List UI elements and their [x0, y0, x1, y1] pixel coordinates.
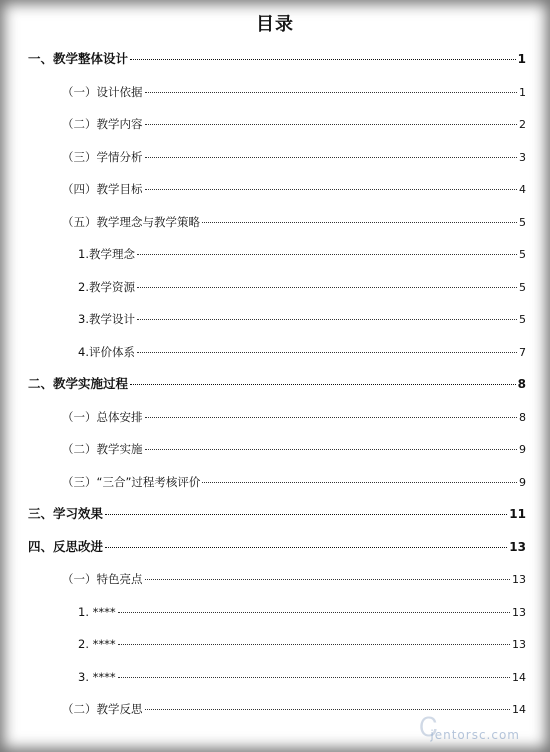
dot-leader [105, 547, 507, 548]
toc-entry[interactable] [78, 246, 526, 263]
toc-entry-page-number: 3 [519, 151, 526, 164]
toc-entry-page-number: 8 [519, 411, 526, 424]
toc-entry-title: 四、反思改进 [28, 539, 104, 554]
toc-entry-page-number: 5 [519, 248, 526, 261]
dot-leader [118, 644, 510, 645]
dot-leader [145, 92, 518, 93]
toc-entry[interactable] [62, 441, 526, 458]
toc-entry-title: 2. **** [78, 637, 116, 651]
dot-leader [145, 449, 518, 450]
dot-leader [145, 189, 518, 190]
toc-entry-page-number: 13 [512, 573, 526, 586]
toc-entry-page-number: 4 [519, 183, 526, 196]
toc-entry-title: 三、学习效果 [28, 506, 104, 521]
toc-entry-page-number: 13 [509, 540, 526, 554]
toc-entry-page-number: 8 [517, 377, 526, 391]
toc-entry[interactable] [28, 506, 526, 522]
toc-entry[interactable] [62, 474, 526, 491]
page-title: 目录 [256, 14, 294, 35]
toc-entry[interactable] [62, 409, 526, 426]
toc-entry[interactable] [78, 344, 526, 361]
toc-entry-title: 1.教学理念 [78, 247, 135, 261]
toc-entry-title: （五）教学理念与教学策略 [62, 215, 200, 229]
toc-entry-page-number: 14 [512, 703, 526, 716]
toc-entry-page-number: 9 [519, 476, 526, 489]
toc-entry[interactable] [28, 376, 526, 392]
dot-leader [137, 319, 517, 320]
toc-entry[interactable] [78, 669, 526, 686]
dot-leader [137, 254, 517, 255]
toc-entry-title: （四）教学目标 [62, 182, 143, 196]
toc-entry-title: （二）教学实施 [62, 442, 143, 456]
toc-entry-title: 3.教学设计 [78, 312, 135, 326]
dot-leader [145, 709, 511, 710]
toc-entry-title: 2.教学资源 [78, 280, 135, 294]
dot-leader [202, 482, 517, 483]
dot-leader [130, 384, 516, 385]
toc-entry[interactable] [28, 51, 526, 67]
toc-entry-title: 4.评价体系 [78, 345, 135, 359]
toc-entry-page-number: 13 [512, 638, 526, 651]
toc-entry[interactable] [62, 149, 526, 166]
toc-entry-page-number: 1 [517, 52, 526, 66]
toc-entry-title: （一）总体安排 [62, 410, 143, 424]
dot-leader [118, 612, 510, 613]
watermark-logo-icon: Ꮯ [419, 713, 438, 743]
toc-entry-page-number: 13 [512, 606, 526, 619]
dot-leader [105, 514, 507, 515]
toc-entry-title: 3. **** [78, 670, 116, 684]
toc-entry-page-number: 5 [519, 216, 526, 229]
dot-leader [202, 222, 517, 223]
toc-entry-title: （二）教学反思 [62, 702, 143, 716]
dot-leader [130, 59, 516, 60]
toc-entry[interactable] [28, 539, 526, 555]
toc-entry[interactable] [62, 571, 526, 588]
toc-entry[interactable] [78, 311, 526, 328]
toc-entry[interactable] [62, 214, 526, 231]
toc-entry-page-number: 9 [519, 443, 526, 456]
dot-leader [145, 124, 518, 125]
toc-entry-page-number: 5 [519, 313, 526, 326]
toc-entry-title: （三）学情分析 [62, 150, 143, 164]
toc-entry[interactable] [78, 636, 526, 653]
toc-entry[interactable] [62, 181, 526, 198]
toc-entry[interactable] [78, 604, 526, 621]
toc-entry-title: （一）特色亮点 [62, 572, 143, 586]
toc-entry[interactable] [62, 701, 526, 718]
toc-entry-page-number: 5 [519, 281, 526, 294]
toc-entry-page-number: 14 [512, 671, 526, 684]
dot-leader [137, 352, 517, 353]
toc-entry-page-number: 7 [519, 346, 526, 359]
toc-entry-title: （二）教学内容 [62, 117, 143, 131]
toc-entry[interactable] [78, 279, 526, 296]
toc-entry[interactable] [62, 84, 526, 101]
toc-entry[interactable] [62, 116, 526, 133]
toc-entry-title: 1. **** [78, 605, 116, 619]
dot-leader [145, 579, 511, 580]
dot-leader [118, 677, 510, 678]
toc-entry-title: 二、教学实施过程 [28, 376, 129, 391]
toc-entry-page-number: 11 [509, 507, 526, 521]
dot-leader [145, 157, 518, 158]
toc-entry-page-number: 2 [519, 118, 526, 131]
watermark-text: jentorsc.com [430, 728, 520, 742]
toc-entry-page-number: 1 [519, 86, 526, 99]
toc-entry-title: 一、教学整体设计 [28, 51, 129, 66]
toc-entry-title: （三）“三合”过程考核评价 [62, 475, 201, 489]
dot-leader [145, 417, 518, 418]
toc-entry-title: （一）设计依据 [62, 85, 143, 99]
dot-leader [137, 287, 517, 288]
